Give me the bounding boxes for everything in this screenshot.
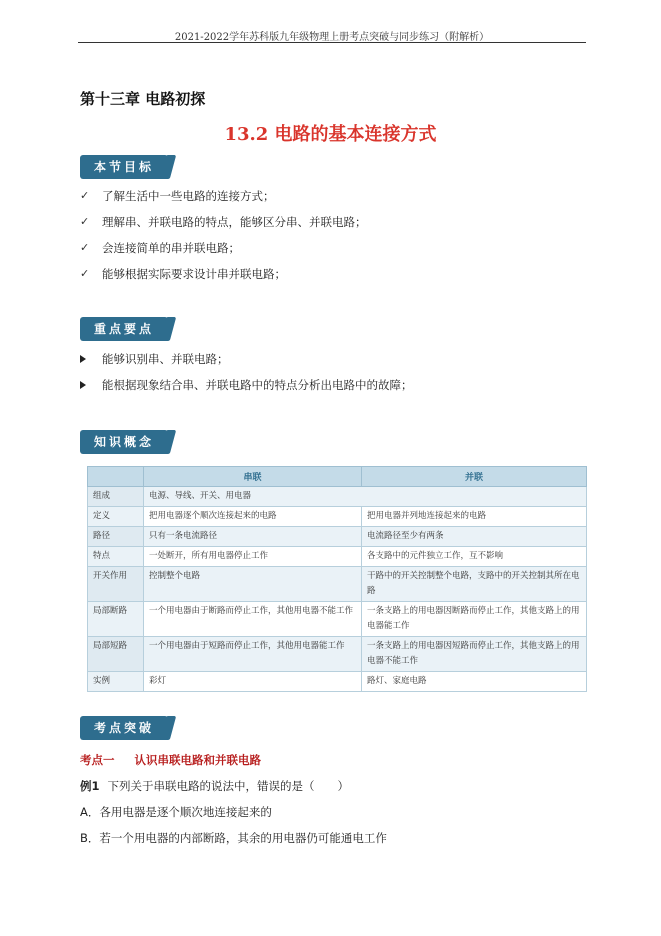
list-item: 能根据现象结合串、并联电路中的特点分析出电路中的故障； bbox=[80, 372, 413, 398]
table-row bbox=[88, 547, 587, 567]
goals-list bbox=[80, 183, 367, 287]
row-label: 特点 bbox=[88, 547, 144, 567]
table-row bbox=[88, 487, 587, 507]
section-badge-breakthrough: 考点突破 bbox=[80, 716, 168, 740]
list-item: ✓ 能够根据实际要求设计串并联电路； bbox=[80, 261, 367, 287]
list-item: 能够识别串、并联电路； bbox=[80, 346, 413, 372]
cell-series: 一个用电器由于短路而停止工作，其他用电器能工作 bbox=[144, 637, 362, 672]
table-header-row bbox=[88, 467, 587, 487]
cell-parallel: 把用电器并列地连接起来的电路 bbox=[362, 507, 587, 527]
table-row bbox=[88, 567, 587, 602]
list-item: ✓ 会连接简单的串并联电路； bbox=[80, 235, 367, 261]
cell-series: 把用电器逐个顺次连接起来的电路 bbox=[144, 507, 362, 527]
list-item: ✓ 了解生活中一些电路的连接方式； bbox=[80, 183, 367, 209]
section-badge-concepts: 知识概念 bbox=[80, 430, 168, 454]
kaodian-text: 认识串联电路和并联电路 bbox=[134, 753, 261, 767]
list-item: ✓ 理解串、并联电路的特点，能够区分串、并联电路； bbox=[80, 209, 367, 235]
row-label: 局部断路 bbox=[88, 602, 144, 637]
table-row bbox=[88, 602, 587, 637]
cell-parallel: 一条支路上的用电器因短路而停止工作，其他支路上的用电器不能工作 bbox=[362, 637, 587, 672]
kaodian-label: 考点一 bbox=[80, 753, 115, 767]
page-header: 2021-2022学年苏科版九年级物理上册考点突破与同步练习（附解析） bbox=[174, 32, 490, 43]
arrow-bullet-icon bbox=[80, 381, 86, 389]
arrow-bullet-icon bbox=[80, 355, 86, 363]
row-label: 路径 bbox=[88, 527, 144, 547]
check-icon: ✓ bbox=[80, 241, 90, 254]
example-question bbox=[80, 778, 349, 794]
cell-parallel: 路灯、家庭电路 bbox=[362, 672, 587, 692]
cell-parallel: 电流路径至少有两条 bbox=[362, 527, 587, 547]
row-label: 实例 bbox=[88, 672, 144, 692]
example-option-b: B．若一个用电器的内部断路，其余的用电器仍可能通电工作 bbox=[80, 831, 387, 845]
row-label: 开关作用 bbox=[88, 567, 144, 602]
cell-series: 只有一条电流路径 bbox=[144, 527, 362, 547]
cell-series: 控制整个电路 bbox=[144, 567, 362, 602]
check-icon: ✓ bbox=[80, 215, 90, 228]
table-row bbox=[88, 527, 587, 547]
example-stem: 下列关于串联电路的说法中，错误的是（ ） bbox=[107, 779, 350, 793]
row-label: 定义 bbox=[88, 507, 144, 527]
table-header-series: 串联 bbox=[144, 467, 362, 487]
cell-series: 一个用电器由于断路而停止工作，其他用电器不能工作 bbox=[144, 602, 362, 637]
check-icon: ✓ bbox=[80, 189, 90, 202]
section-badge-goals: 本节目标 bbox=[80, 155, 168, 179]
key-points-list bbox=[80, 346, 413, 398]
example-label: 例1 bbox=[80, 779, 100, 793]
check-icon: ✓ bbox=[80, 267, 90, 280]
table-header-parallel: 并联 bbox=[362, 467, 587, 487]
cell-parallel: 各支路中的元件独立工作，互不影响 bbox=[362, 547, 587, 567]
cell-series: 一处断开，所有用电器停止工作 bbox=[144, 547, 362, 567]
lesson-title: 13.2 电路的基本连接方式 bbox=[224, 124, 437, 145]
row-label: 组成 bbox=[88, 487, 144, 507]
chapter-title: 第十三章 电路初探 bbox=[80, 90, 206, 108]
table-row bbox=[88, 672, 587, 692]
header-divider bbox=[78, 42, 586, 43]
table-row bbox=[88, 637, 587, 672]
kaodian-heading bbox=[80, 752, 261, 768]
section-badge-key-points: 重点要点 bbox=[80, 317, 168, 341]
comparison-table bbox=[87, 466, 587, 692]
table-row bbox=[88, 507, 587, 527]
cell-series: 彩灯 bbox=[144, 672, 362, 692]
cell-parallel: 一条支路上的用电器因断路而停止工作，其他支路上的用电器能工作 bbox=[362, 602, 587, 637]
cell-parallel: 干路中的开关控制整个电路，支路中的开关控制其所在电路 bbox=[362, 567, 587, 602]
cell-series: 电源、导线、开关、用电器 bbox=[144, 487, 587, 507]
table-header-empty bbox=[88, 467, 144, 487]
row-label: 局部短路 bbox=[88, 637, 144, 672]
example-option-a: A．各用电器是逐个顺次地连接起来的 bbox=[80, 805, 272, 819]
